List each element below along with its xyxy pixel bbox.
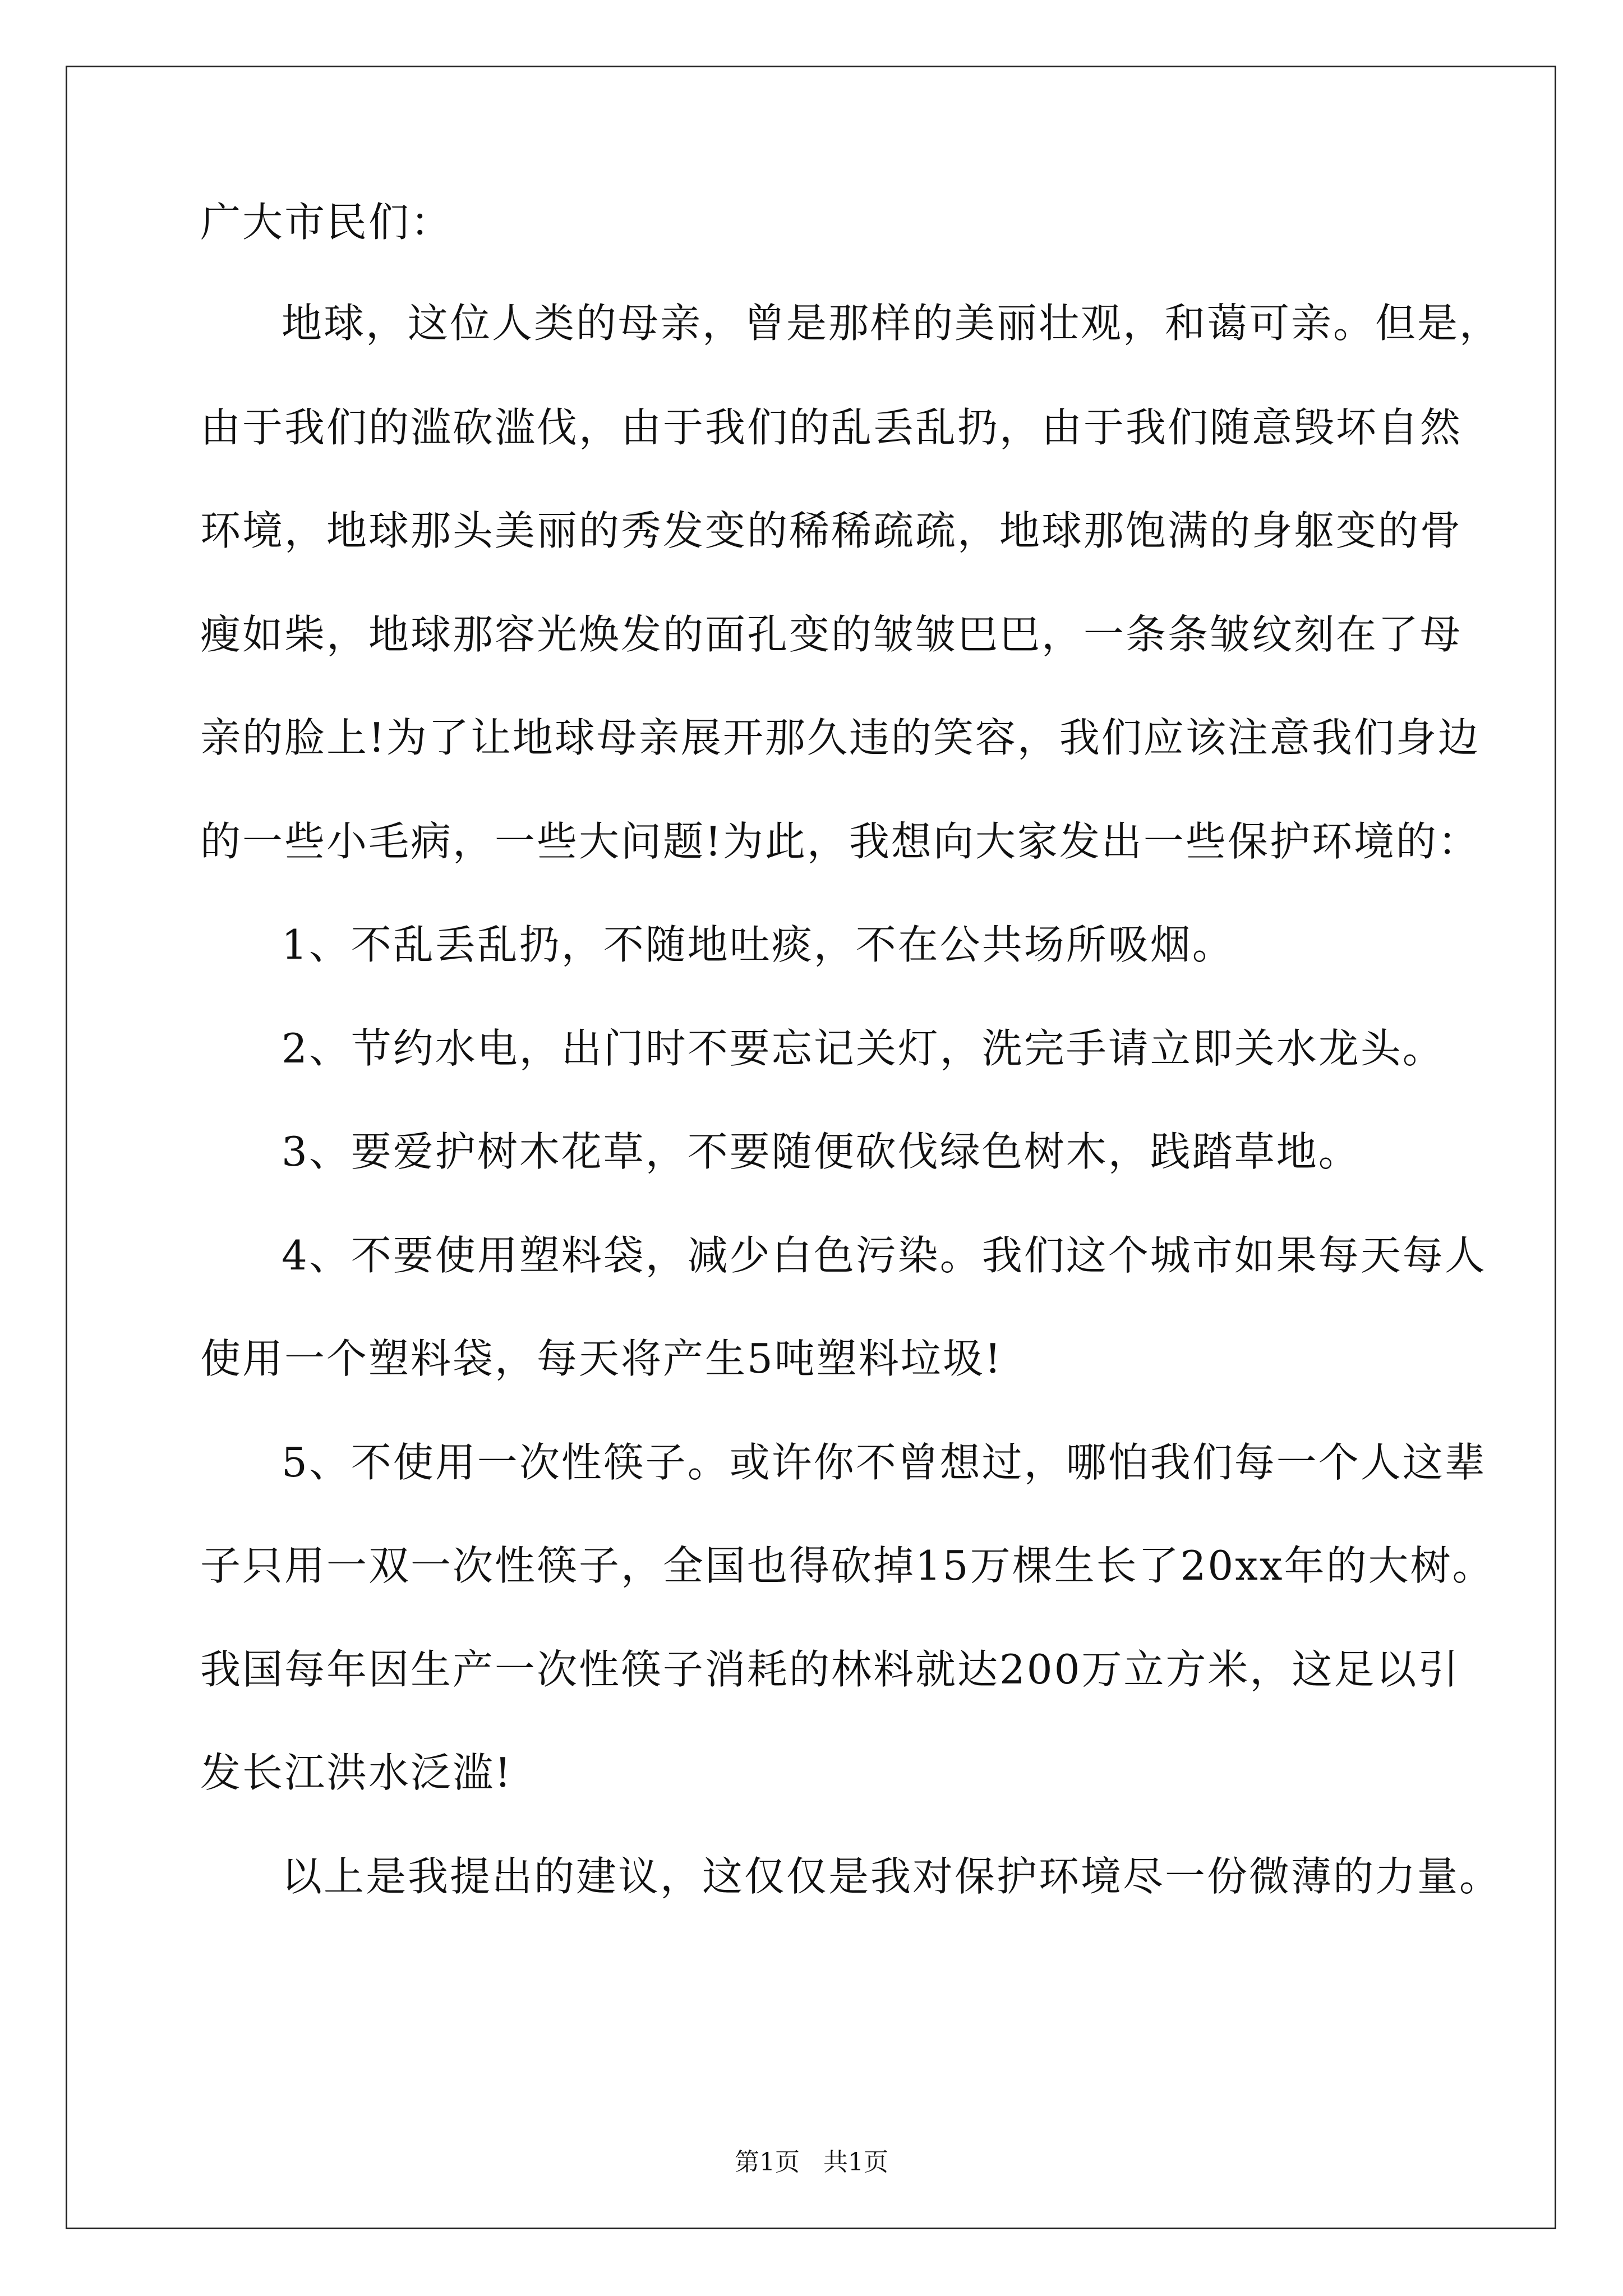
list-item: 3、要爱护树木花草，不要随便砍伐绿色树木，践踏草地。 [282, 1128, 1361, 1175]
list-item: 2、节约水电，出门时不要忘记关灯，洗完手请立即关水龙头。 [282, 1025, 1445, 1072]
paragraph-line: 使用一个塑料袋，每天将产生5吨塑料垃圾! [200, 1335, 1003, 1382]
paragraph-line: 以上是我提出的建议，这仅仅是我对保护环境尽一份微薄的力量。 [282, 1853, 1502, 1900]
paragraph-line: 瘦如柴，地球那容光焕发的面孔变的皱皱巴巴，一条条皱纹刻在了母 [200, 611, 1463, 658]
list-item: 1、不乱丢乱扔，不随地吐痰，不在公共场所吸烟。 [282, 921, 1234, 968]
paragraph-line: 亲的脸上!为了让地球母亲展开那久违的笑容，我们应该注意我们身边 [200, 714, 1480, 761]
list-item: 5、不使用一次性筷子。或许你不曾想过，哪怕我们每一个人这辈 [282, 1439, 1487, 1486]
paragraph-line: 地球，这位人类的母亲，曾是那样的美丽壮观，和蔼可亲。但是， [282, 300, 1502, 347]
salutation: 广大市民们： [200, 199, 453, 246]
paragraph-line: 我国每年因生产一次性筷子消耗的林料就达200万立方米，这足以引 [200, 1646, 1460, 1693]
list-item: 4、不要使用塑料袋，减少白色污染。我们这个城市如果每天每人 [282, 1232, 1487, 1279]
paragraph-line: 环境，地球那头美丽的秀发变的稀稀疏疏，地球那饱满的身躯变的骨 [200, 507, 1463, 554]
page-number-footer: 第1页 共1页 [735, 2148, 888, 2177]
paragraph-line: 的一些小毛病，一些大问题!为此，我想向大家发出一些保护环境的： [200, 818, 1480, 865]
paragraph-line: 由于我们的滥砍滥伐，由于我们的乱丢乱扔，由于我们随意毁坏自然 [200, 404, 1463, 451]
paragraph-line: 发长江洪水泛滥! [200, 1749, 513, 1796]
paragraph-line: 子只用一双一次性筷子，全国也得砍掉15万棵生长了20xx年的大树。 [200, 1542, 1495, 1589]
